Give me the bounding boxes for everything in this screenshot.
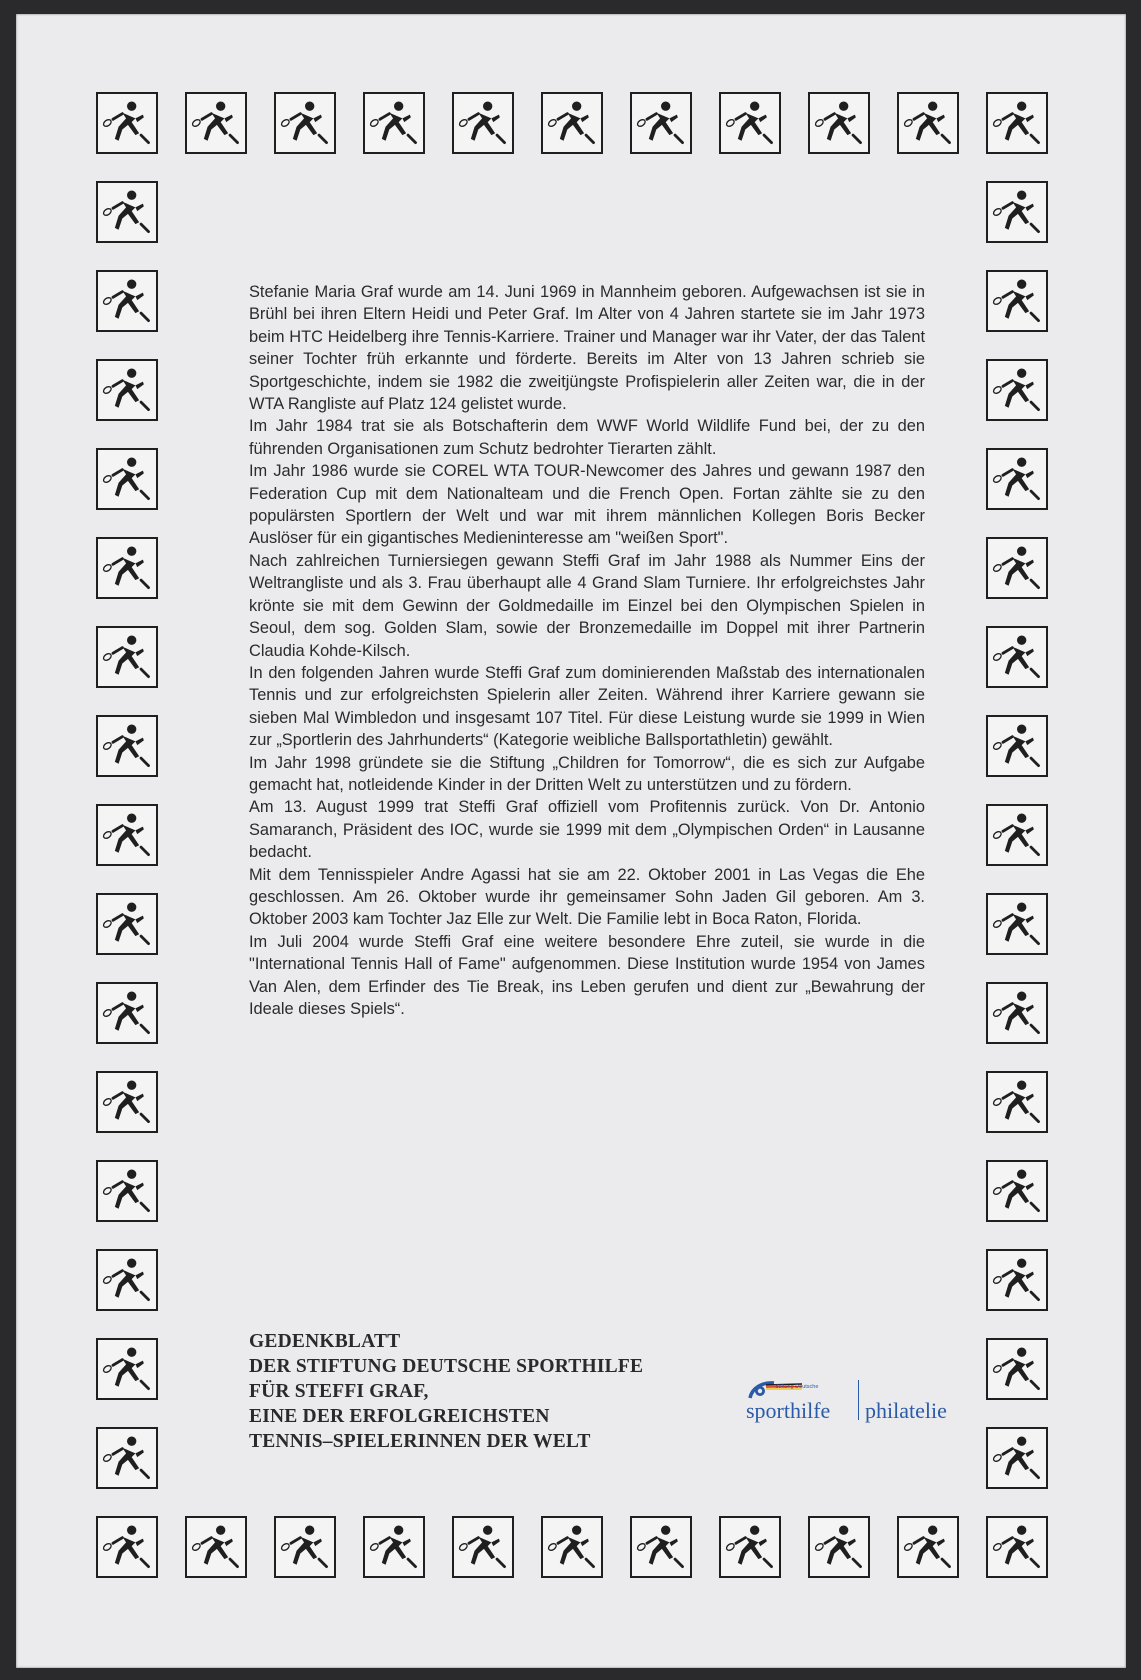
bio-paragraph: Nach zahlreichen Turniersiegen gewann Steffi Graf im Jahr 1988 als Nummer Eins der Weltrangliste und als 3. Frau überhaupt alle 4 Grand Slam Turniere. Ihr erfolgreichstes Jahr krönte sie mit dem Gewinn der Goldmedaille im Einzel bei den Olympischen Spielen in Seoul, dem sog. Golden Slam, sowie der Bronzemedaille im Doppel mit ihrer Partnerin Claudia Kohde-Kilsch. [249, 551, 925, 660]
tennis-player-icon [897, 1516, 959, 1578]
bio-paragraph: Am 13. August 1999 trat Steffi Graf offiziell vom Profitennis zurück. Von Dr. Antonio Samaranch, Präsident des IOC, wurde sie 1999 mit dem „Olympischen Orden“ in Lausanne bedacht. [249, 798, 925, 862]
tennis-player-icon [541, 92, 603, 154]
tennis-player-icon [541, 1516, 603, 1578]
tennis-player-icon [986, 92, 1048, 154]
title-line: EINE DER ERFOLGREICHSTEN [249, 1406, 550, 1427]
tennis-player-icon [630, 1516, 692, 1578]
tennis-player-icon [96, 448, 158, 510]
logo-word-philatelie: philatelie [865, 1398, 947, 1423]
title-line: TENNIS–SPIELERINNEN DER WELT [249, 1431, 591, 1452]
tennis-player-icon [986, 181, 1048, 243]
tennis-player-icon [986, 1160, 1048, 1222]
tennis-player-icon [185, 1516, 247, 1578]
bio-paragraph: Stefanie Maria Graf wurde am 14. Juni 1969 in Mannheim geboren. Aufgewachsen ist sie in Brühl bei ihren Eltern Heidi und Peter Graf. Im Alter von 4 Jahren startete sie im Jahr 1973 beim HTC Heidelberg ihre Tennis-Karriere. Trainer und Manager war ihr Vater, der das Talent seiner Tochter früh erkannte und förderte. Bereits im Alter von 13 Jahren schrieb sie Sportgeschichte, indem sie 1982 die zweitjüngste Profispielerin aller Zeiten war, die in der WTA Rangliste auf Platz 124 gelistet wurde. [249, 283, 925, 414]
tennis-player-icon [986, 1427, 1048, 1489]
tennis-player-icon [986, 1516, 1048, 1578]
tennis-player-icon [96, 1516, 158, 1578]
tennis-player-icon [986, 1338, 1048, 1400]
tennis-player-icon [96, 893, 158, 955]
tennis-player-icon [986, 715, 1048, 777]
bio-paragraph: Im Juli 2004 wurde Steffi Graf eine weitere besondere Ehre zuteil, sie wurde in die "International Tennis Hall of Fame" aufgenommen. Diese Institution wurde 1954 von James Van Alen, dem Erfinder des Tie Break, ins Leben gerufen und dient zur „Bewahrung der Ideale dieses Spiels“. [249, 932, 925, 1018]
tennis-player-icon [986, 448, 1048, 510]
tennis-player-icon [96, 181, 158, 243]
tennis-player-icon [719, 92, 781, 154]
title-line: GEDENKBLATT [249, 1331, 401, 1352]
tennis-player-icon [452, 1516, 514, 1578]
tennis-player-icon [630, 92, 692, 154]
tennis-player-icon [986, 1249, 1048, 1311]
tennis-player-icon [363, 1516, 425, 1578]
tennis-player-icon [986, 359, 1048, 421]
tennis-player-icon [96, 1249, 158, 1311]
tennis-player-icon [96, 92, 158, 154]
bio-paragraph: Im Jahr 1998 gründete sie die Stiftung „Children for Tomorrow“, die es sich zur Aufgabe gemacht hat, notleidende Kinder in der Dritten Welt zu unterstützen und zu fördern. [249, 753, 925, 794]
bio-paragraph: In den folgenden Jahren wurde Steffi Graf zum dominierenden Maßstab des internationalen Tennis und zur erfolgreichsten Spielerin aller Zeiten. Während ihrer Karriere gewann sie sieben Mal Wimbledon und insgesamt 107 Titel. Für diese Leistung wurde sie 1999 in Wien zur „Sportlerin des Jahrhunderts“ (Kategorie weibliche Ballsportathletin) gewählt. [249, 663, 925, 750]
tennis-player-icon [986, 982, 1048, 1044]
tennis-player-icon [96, 1338, 158, 1400]
tennis-player-icon [986, 626, 1048, 688]
tennis-player-icon [808, 1516, 870, 1578]
commemorative-title [249, 1329, 719, 1454]
tennis-player-icon [986, 1071, 1048, 1133]
tennis-player-icon [96, 270, 158, 332]
title-line: FÜR STEFFI GRAF, [249, 1381, 429, 1402]
tennis-player-icon [363, 92, 425, 154]
tennis-player-icon [96, 804, 158, 866]
tennis-player-icon [274, 1516, 336, 1578]
bio-paragraph: Im Jahr 1986 wurde sie COREL WTA TOUR-Newcomer des Jahres und gewann 1987 den Federation Cup mit dem Nationalteam und die French Open. Fortan zählte sie zu den populärsten Sportlern der Welt und war mit ihrem männlichen Kollegen Boris Becker Auslöser für ein gigantisches Medieninteresse am "weißen Sport". [249, 462, 925, 548]
tennis-player-icon [808, 92, 870, 154]
tennis-player-icon [274, 92, 336, 154]
tennis-player-icon [986, 270, 1048, 332]
tennis-player-icon [96, 715, 158, 777]
tennis-player-icon [719, 1516, 781, 1578]
tennis-player-icon [986, 804, 1048, 866]
tennis-player-icon [986, 893, 1048, 955]
logo-word-sporthilfe: sporthilfe [746, 1398, 831, 1423]
logo-separator [858, 1380, 859, 1420]
bio-paragraph: Mit dem Tennisspieler Andre Agassi hat sie am 22. Oktober 2001 in Las Vegas die Ehe geschlossen. Am 26. Oktober wurde ihr gemeinsamer Sohn Jaden Gil geboren. Am 3. Oktober 2003 kam Tochter Jaz Elle zur Welt. Die Familie lebt in Boca Raton, Florida. [249, 865, 925, 929]
tennis-player-icon [452, 92, 514, 154]
tennis-player-icon [96, 1071, 158, 1133]
logo-small-text: Stiftung Deutsche [775, 1384, 819, 1390]
tennis-player-icon [96, 626, 158, 688]
tennis-player-icon [897, 92, 959, 154]
tennis-player-icon [96, 1160, 158, 1222]
bio-paragraph: Im Jahr 1984 trat sie als Botschafterin dem WWF World Wildlife Fund bei, der zu den führenden Organisationen zum Schutz bedrohter Tierarten zählt. [249, 417, 925, 458]
tennis-player-icon [185, 92, 247, 154]
sporthilfe-philatelie-logo [744, 1376, 976, 1428]
tennis-player-icon [986, 537, 1048, 599]
biography-text [249, 281, 925, 1020]
tennis-player-icon [96, 1427, 158, 1489]
title-line: DER STIFTUNG DEUTSCHE SPORTHILFE [249, 1356, 644, 1377]
tennis-player-icon [96, 359, 158, 421]
tennis-player-icon [96, 537, 158, 599]
commemorative-sheet [16, 14, 1126, 1668]
tennis-player-icon [96, 982, 158, 1044]
